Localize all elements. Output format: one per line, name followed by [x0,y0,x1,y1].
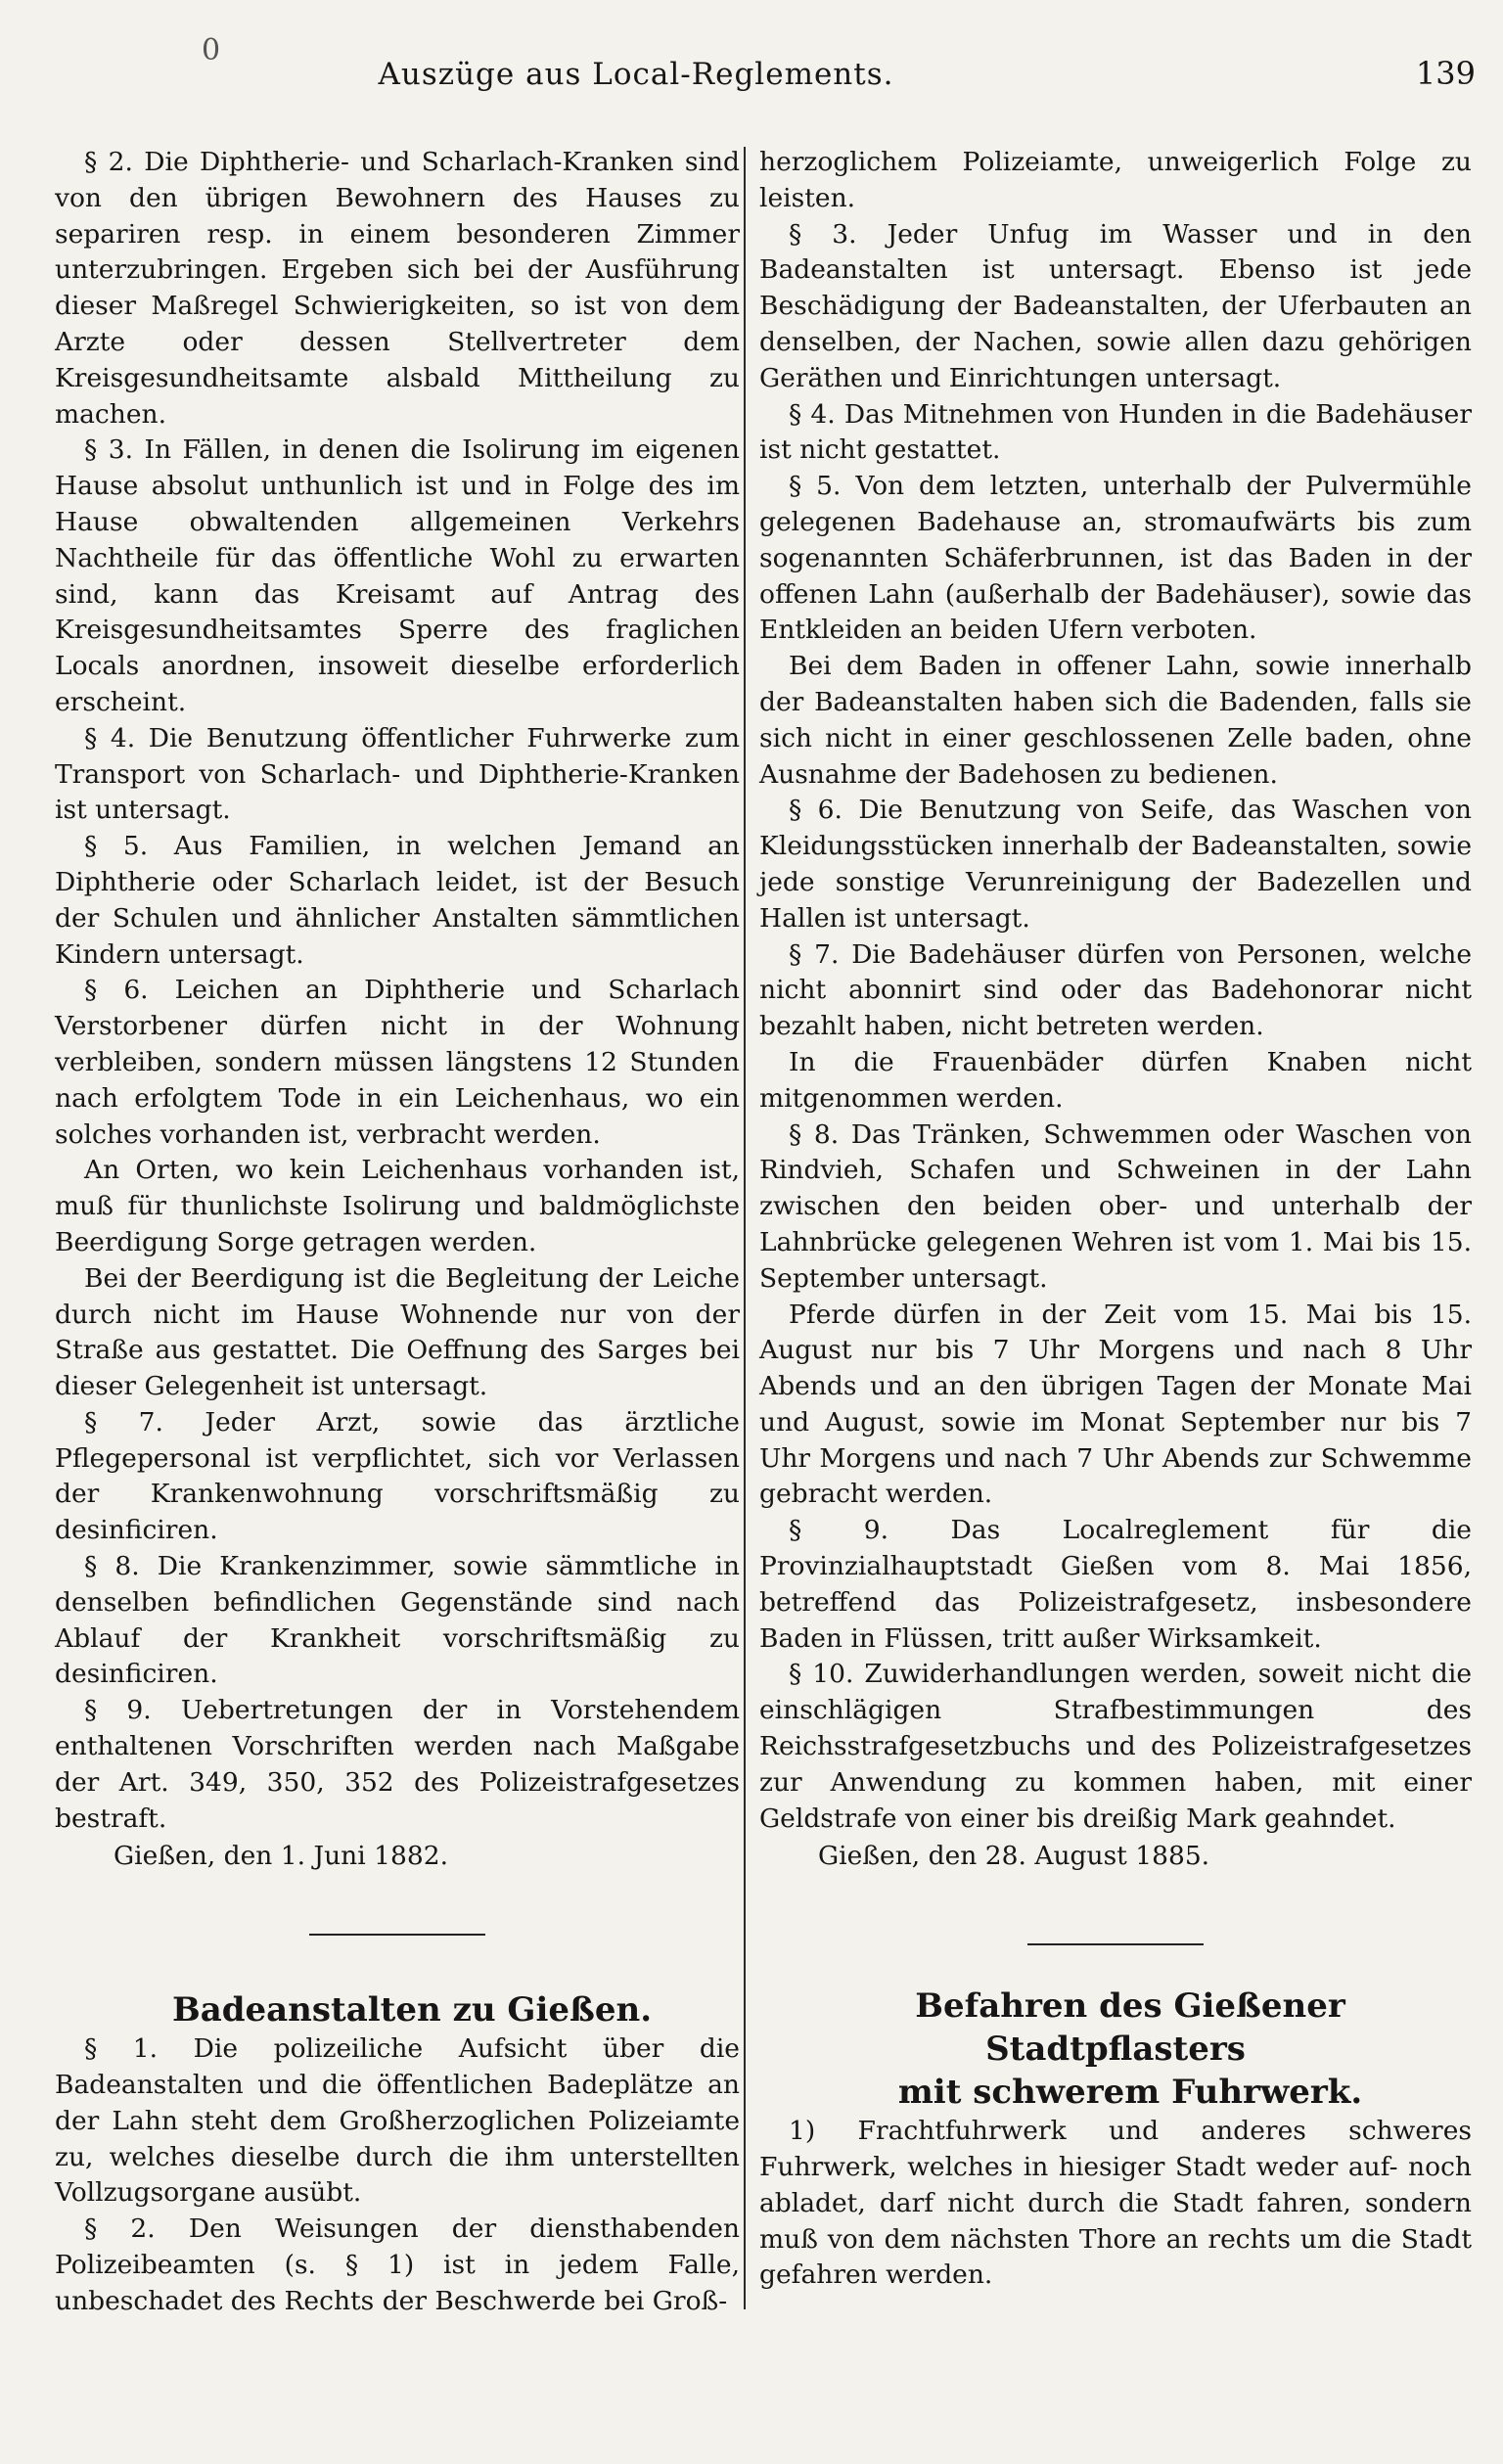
paragraph: § 2. Den Weisungen der diensthabenden Polizeibeamten (s. § 1) ist in jedem Falle, unbeschadet des Rechts der Beschwerde bei Groß- [55,2213,740,2316]
section-title: Befahren des Gießener Stadtpflasters [915,1986,1345,2070]
section-divider [1027,1943,1204,1945]
paragraph: § 10. Zuwiderhandlungen werden, soweit nicht die einschlägigen Strafbestimmungen des Reichsstrafgesetzbuchs und des Polizeistrafgesetzes zur Anwendung zu kommen haben, mit einer Geldstrafe von einer bis dreißig Mark geahndet. [759,1659,1472,1834]
paragraph: An Orten, wo kein Leichenhaus vorhanden ist, muß für thunlichste Isolirung und baldmöglichste Beerdigung Sorge getragen werden. [55,1155,740,1257]
left-column [55,145,740,2320]
paragraph: § 4. Die Benutzung öffentlicher Fuhrwerke zum Transport von Scharlach- und Diphtherie-Kranken ist untersagt. [55,722,740,826]
paragraph: Pferde dürfen in der Zeit vom 15. Mai bis 15. August nur bis 7 Uhr Morgens und nach 8 Uhr Abends und an den übrigen Tagen der Monate Mai und August, sowie im Monat September nur bis 7 Uhr Morgens und nach 7 Uhr Abends zur Schwemme gebracht werden. [759,1299,1472,1510]
date-line: Gießen, den 1. Juni 1882. [114,1841,448,1872]
section-divider [309,1934,485,1936]
running-head: Auszüge aus Local-Reglements. [378,57,894,92]
paragraph: § 9. Uebertretungen der in Vorstehendem enthaltenen Vorschriften werden nach Maßgabe der Art. 349, 350, 352 des Polizeistrafgesetzes bestraft. [55,1695,740,1834]
paragraph: § 9. Das Localreglement für die Provinzialhauptstadt Gießen vom 8. Mai 1856, betreffend das Polizeistrafgesetz, insbesondere Baden in Flüssen, tritt außer Wirksamkeit. [759,1515,1472,1654]
paragraph: Bei der Beerdigung ist die Begleitung der Leiche durch nicht im Hause Wohnende nur von der Straße aus gestattet. Die Oeffnung des Sarges bei dieser Gelegenheit ist untersagt. [55,1262,740,1402]
paragraph: § 6. Leichen an Diphtherie und Scharlach Verstorbener dürfen nicht in der Wohnung verbleiben, sondern müssen längstens 12 Stunden nach erfolgtem Tode in ein Leichenhaus, wo ein solches vorhanden ist, verbracht werden. [55,975,740,1150]
paragraph: § 5. Von dem letzten, unterhalb der Pulvermühle gelegenen Badehause an, stromaufwärts bis zum sogenannten Schäferbrunnen, ist das Baden in der offenen Lahn (außerhalb der Badehäuser), sowie das Entkleiden an beiden Ufern verboten. [759,471,1472,646]
paragraph: Bei dem Baden in offener Lahn, sowie innerhalb der Badeanstalten haben sich die Badenden, falls sie sich nicht in einer geschlossenen Zelle baden, ohne Ausnahme der Badehosen zu bedienen. [759,651,1472,790]
section-title: mit schwerem Fuhrwerk. [897,2073,1363,2113]
paragraph: § 2. Die Diphtherie- und Scharlach-Kranken sind von den übrigen Bewohnern des Hauses zu separiren resp. in einem besonderen Zimmer unterzubringen. Ergeben sich bei der Ausführung dieser Maßregel Schwierigkeiten, so ist von dem Arzte oder dessen Stellvertreter dem Kreisgesundheitsamte alsbald Mittheilung zu machen. [55,147,740,430]
paragraph: § 7. Die Badehäuser dürfen von Personen, welche nicht abonnirt sind oder das Badehonorar nicht bezahlt haben, nicht betreten werden. [759,938,1472,1042]
right-column [759,145,1472,2294]
paragraph: § 3. Jeder Unfug im Wasser und in den Badeanstalten ist untersagt. Ebenso ist jede Beschädigung der Badeanstalten, der Uferbauten an denselben, der Nachen, sowie allen dazu gehörigen Geräthen und Einrichtungen untersagt. [759,218,1472,393]
paragraph: 1) Frachtfuhrwerk und anderes schweres Fuhrwerk, welches in hiesiger Stadt weder auf- noch abladet, darf nicht durch die Stadt fahren, sondern muß von dem nächsten Thore an rechts um die Stadt gefahren werden. [759,2116,1472,2291]
page-number: 139 [1415,55,1476,92]
section-title: Badeanstalten zu Gießen. [171,1990,653,2031]
paragraph: herzoglichem Polizeiamte, unweigerlich Folge zu leisten. [759,147,1472,213]
corner-mark: 0 [202,33,221,68]
paragraph: § 4. Das Mitnehmen von Hunden in die Badehäuser ist nicht gestattet. [759,398,1472,466]
paragraph: § 6. Die Benutzung von Seife, das Waschen von Kleidungsstücken innerhalb der Badeanstalten, sowie jede sonstige Verunreinigung der Badezellen und Hallen ist untersagt. [759,795,1472,934]
date-line: Gießen, den 28. August 1885. [818,1841,1210,1872]
paragraph: § 7. Jeder Arzt, sowie das ärztliche Pflegepersonal ist verpflichtet, sich vor Verlassen der Krankenwohnung vorschriftsmäßig zu desinficiren. [55,1406,740,1546]
column-rule [744,147,746,2309]
paragraph: § 5. Aus Familien, in welchen Jemand an Diphtherie oder Scharlach leidet, ist der Besuch der Schulen und ähnlicher Anstalten sämmtlichen Kindern untersagt. [55,831,740,970]
paragraph: In die Frauenbäder dürfen Knaben nicht mitgenommen werden. [759,1046,1472,1114]
paragraph: § 8. Das Tränken, Schwemmen oder Waschen von Rindvieh, Schafen und Schweinen in der Lahn zwischen den beiden ober- und unterhalb der Lahnbrücke gelegenen Wehren ist vom 1. Mai bis 15. September untersagt. [759,1118,1472,1294]
paragraph: § 8. Die Krankenzimmer, sowie sämmtliche in denselben befindlichen Gegenstände sind nach Ablauf der Krankheit vorschriftsmäßig zu desinficiren. [55,1551,740,1690]
paragraph: § 3. In Fällen, in denen die Isolirung im eigenen Hause absolut unthunlich ist und in Folge des im Hause obwaltenden allgemeinen Verkehrs Nachtheile für das öffentliche Wohl zu erwarten sind, kann das Kreisamt auf Antrag des Kreisgesundheitsamtes Sperre des fraglichen Locals anordnen, insoweit dieselbe erforderlich erscheint. [55,434,740,717]
paragraph: § 1. Die polizeiliche Aufsicht über die Badeanstalten und die öffentlichen Badeplätze an der Lahn steht dem Großherzoglichen Polizeiamte zu, welches dieselbe durch die ihm unterstellten Vollzugsorgane ausübt. [55,2033,740,2209]
